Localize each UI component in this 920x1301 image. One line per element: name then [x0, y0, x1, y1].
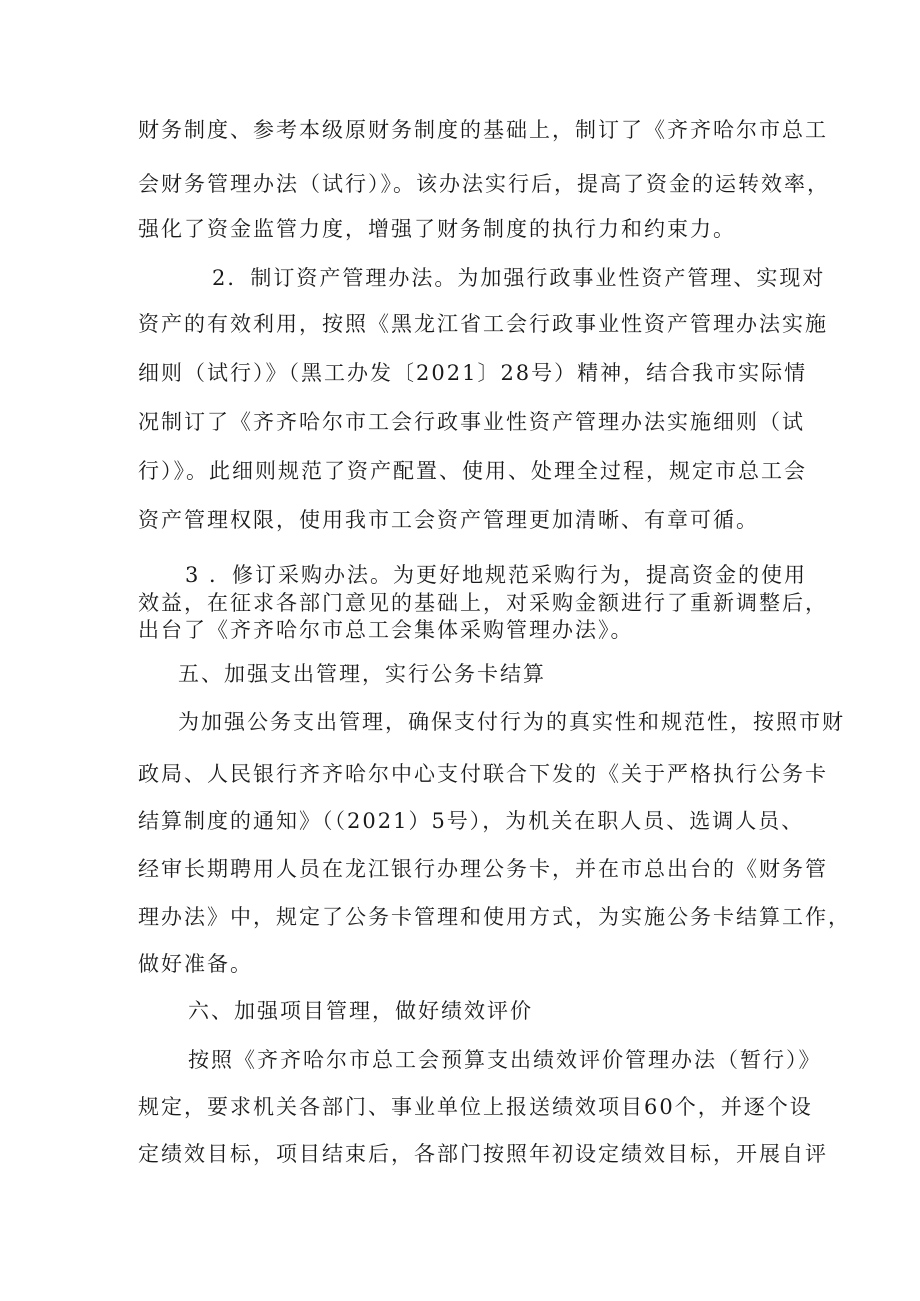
- text-line: 政局、人民银行齐齐哈尔中心支付联合下发的《关于严格执行公务卡: [138, 762, 828, 786]
- section-heading-project: 六、加强项目管理，做好绩效评价: [188, 999, 533, 1023]
- text-line: 细则（试行）》（黑工办发〔2021〕28号）精神，结合我市实际情: [138, 361, 808, 385]
- text-line: 按照《齐齐哈尔市总工会预算支出绩效评价管理办法（暂行）》: [188, 1048, 822, 1072]
- text-line: 强化了资金监管力度，增强了财务制度的执行力和约束力。: [138, 217, 736, 241]
- text-line: 资产的有效利用，按照《黑龙江省工会行政事业性资产管理办法实施: [138, 312, 828, 336]
- text-line: 出台了《齐齐哈尔市总工会集体采购管理办法》。: [138, 618, 634, 642]
- text-line: 资产管理权限，使用我市工会资产管理更加清晰、有章可循。: [138, 508, 759, 532]
- text-line: 2．制订资产管理办法。为加强行政事业性资产管理、实现对: [212, 266, 826, 290]
- section-heading-expenditure: 五、加强支出管理，实行公务卡结算: [178, 662, 546, 686]
- text-line: 理办法》中，规定了公务卡管理和使用方式，为实施公务卡结算工作，: [138, 905, 851, 929]
- text-line: 规定，要求机关各部门、事业单位上报送绩效项目60个，并逐个设: [138, 1095, 813, 1119]
- text-line: 经审长期聘用人员在龙江银行办理公务卡，并在市总出台的《财务管: [138, 857, 828, 881]
- text-line: 定绩效目标，项目结束后，各部门按照年初设定绩效目标，开展自评: [138, 1142, 828, 1166]
- text-line: 效益，在征求各部门意见的基础上，对采购金额进行了重新调整后，: [138, 591, 828, 615]
- text-line: 行）》。此细则规范了资产配置、使用、处理全过程，规定市总工会: [138, 459, 807, 483]
- text-line: 为加强公务支出管理，确保支付行为的真实性和规范性，按照市财: [178, 710, 845, 734]
- text-line: 做好准备。: [138, 952, 253, 976]
- text-line: 3 ．修订采购办法。为更好地规范采购行为，提高资金的使用: [185, 563, 808, 587]
- text-line: 况制订了《齐齐哈尔市工会行政事业性资产管理办法实施细则（试: [138, 410, 805, 434]
- text-line: 会财务管理办法（试行）》。该办法实行后，提高了资金的运转效率，: [138, 172, 830, 196]
- text-line: 财务制度、参考本级原财务制度的基础上，制订了《齐齐哈尔市总工: [138, 118, 828, 142]
- text-line: 结算制度的通知》（（2021）5号），为机关在职人员、选调人员、: [138, 809, 805, 833]
